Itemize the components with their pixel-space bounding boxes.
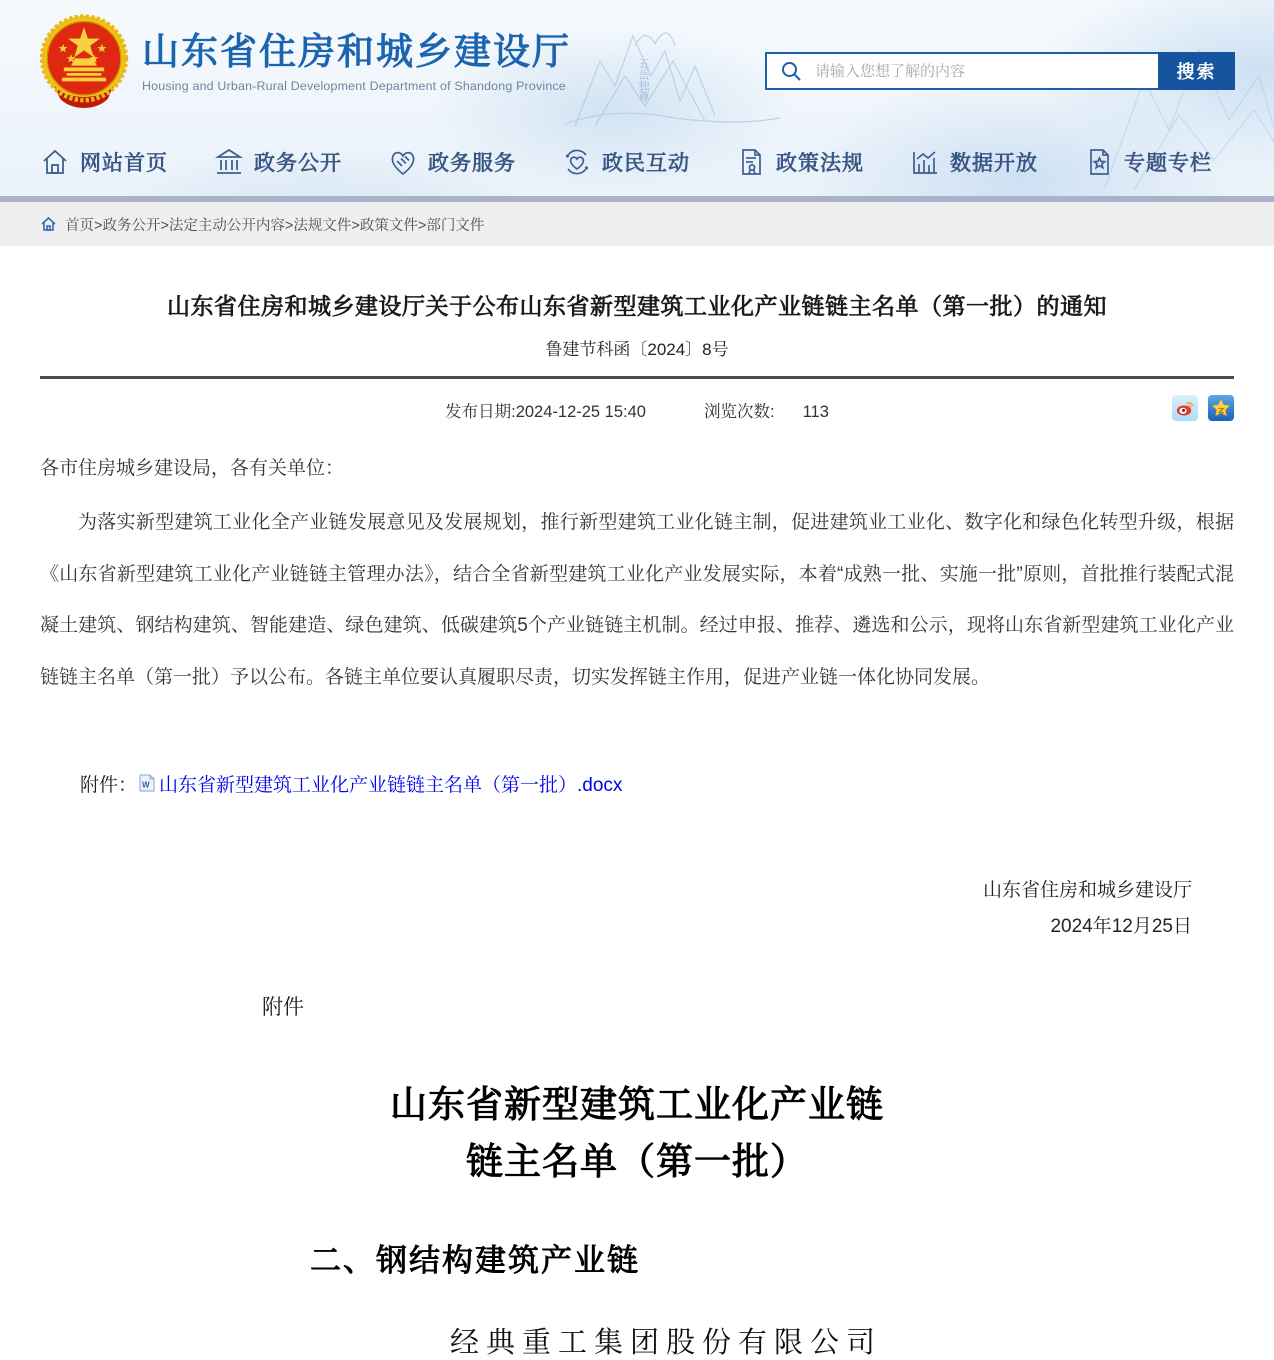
appendix-section-heading: 二、钢结构建筑产业链 (310, 1243, 640, 1279)
signature-block (40, 873, 1234, 945)
main-nav (0, 133, 1274, 190)
nav-item-interaction[interactable] (562, 147, 690, 177)
signature-org: 山东省住房和城乡建设厅 (982, 879, 1192, 901)
topics-star-page-icon (1084, 147, 1114, 177)
nav-item-label: 政务公开 (254, 151, 342, 175)
service-heart-hands-icon (388, 147, 418, 177)
home-small-icon (40, 216, 57, 232)
appendix-title-line2: 链主名单（第一批） (466, 1142, 808, 1184)
attachment-line (80, 770, 1234, 797)
mountain-watercolor-art (555, 6, 785, 131)
national-emblem-icon (38, 14, 130, 110)
meta-row (40, 395, 1234, 425)
appendix-title-line1: 山东省新型建筑工业化产业链 (390, 1084, 884, 1126)
appendix-company: 经典重工集团股份有限公司 (450, 1327, 883, 1360)
nav-item-home[interactable] (40, 147, 168, 177)
nav-item-gov-open[interactable] (214, 147, 342, 177)
data-chart-icon (910, 147, 940, 177)
nav-item-topics[interactable] (1084, 147, 1212, 177)
publish-date: 发布日期:2024-12-25 15:40 (445, 403, 646, 421)
doc-number: 鲁建节科函〔2024〕8号 (545, 340, 729, 359)
body-paragraph: 为落实新型建筑工业化全产业链发展意见及发展规划，推行新型建筑工业化链主制，促进建筑业工业化、数字化和绿色化转型升级，根据《山东省新型建筑工业化产业链链主管理办法》，结合全省新型建筑工业化产业发展实际，本着“成熟一批、实施一批”原则，首批推行装配式混凝土建筑、钢结构建筑、智能建造、绿色建筑、低碳建筑5个产业链链主机制。经过申报、推荐、遴选和公示，现将山东省新型建筑工业化产业链链主名单（第一批）予以公布。各链主单位要认真履职尽责，切实发挥链主作用，促进产业链一体化协同发展。 (40, 511, 1234, 688)
attachment-link[interactable]: 山东省新型建筑工业化产业链链主名单（第一批）.docx (159, 774, 623, 796)
salutation: 各市住房城乡建设局，各有关单位： (40, 458, 345, 479)
attachment-label: 附件： (80, 774, 138, 796)
search-icon (767, 60, 815, 82)
word-doc-icon (139, 774, 155, 792)
nav-item-label: 数据开放 (950, 151, 1038, 175)
weibo-icon[interactable] (1172, 395, 1198, 421)
nav-item-label: 专题专栏 (1124, 151, 1212, 175)
breadcrumb (0, 202, 1274, 246)
views-label: 浏览次数: (703, 403, 775, 421)
home-icon (40, 147, 70, 177)
title-divider (40, 376, 1234, 379)
signature-date: 2024年12月25日 (1050, 915, 1192, 937)
site-subtitle: Housing and Urban-Rural Development Department of Shandong Province (142, 79, 566, 94)
article-title: 山东省住房和城乡建设厅关于公布山东省新型建筑工业化产业链链主名单（第一批）的通知 (167, 293, 1107, 319)
government-building-icon (214, 147, 244, 177)
site-title: 山东省住房和城乡建设厅 (142, 30, 571, 72)
appendix-label: 附件 (262, 995, 304, 1019)
brand-text (142, 31, 571, 94)
nav-item-gov-service[interactable] (388, 147, 516, 177)
views-count: 113 (802, 403, 829, 421)
view-count (704, 398, 829, 422)
nav-item-label: 政民互动 (602, 151, 690, 175)
brand (38, 14, 571, 110)
nav-item-data[interactable] (910, 147, 1038, 177)
search-button[interactable]: 搜索 (1158, 52, 1235, 90)
breadcrumb-path[interactable]: 首页>政务公开>法定主动公开内容>法规文件>政策文件>部门文件 (65, 217, 485, 234)
nav-item-label: 网站首页 (80, 151, 168, 175)
nav-item-label: 政策法规 (776, 151, 864, 175)
mountain-inscription: 五岳独尊 (637, 58, 649, 102)
search-bar (765, 52, 1235, 90)
share-icons (1172, 395, 1234, 421)
interaction-heart-cycle-icon (562, 147, 592, 177)
qzone-icon[interactable] (1208, 395, 1234, 421)
appendix-title (40, 1077, 1234, 1192)
header (0, 0, 1274, 196)
svg-text:W: W (142, 780, 150, 790)
article-content (0, 288, 1274, 1360)
policy-document-seal-icon (736, 147, 766, 177)
nav-item-policy[interactable] (736, 147, 864, 177)
search-input[interactable] (815, 54, 1158, 88)
nav-item-label: 政务服务 (428, 151, 516, 175)
